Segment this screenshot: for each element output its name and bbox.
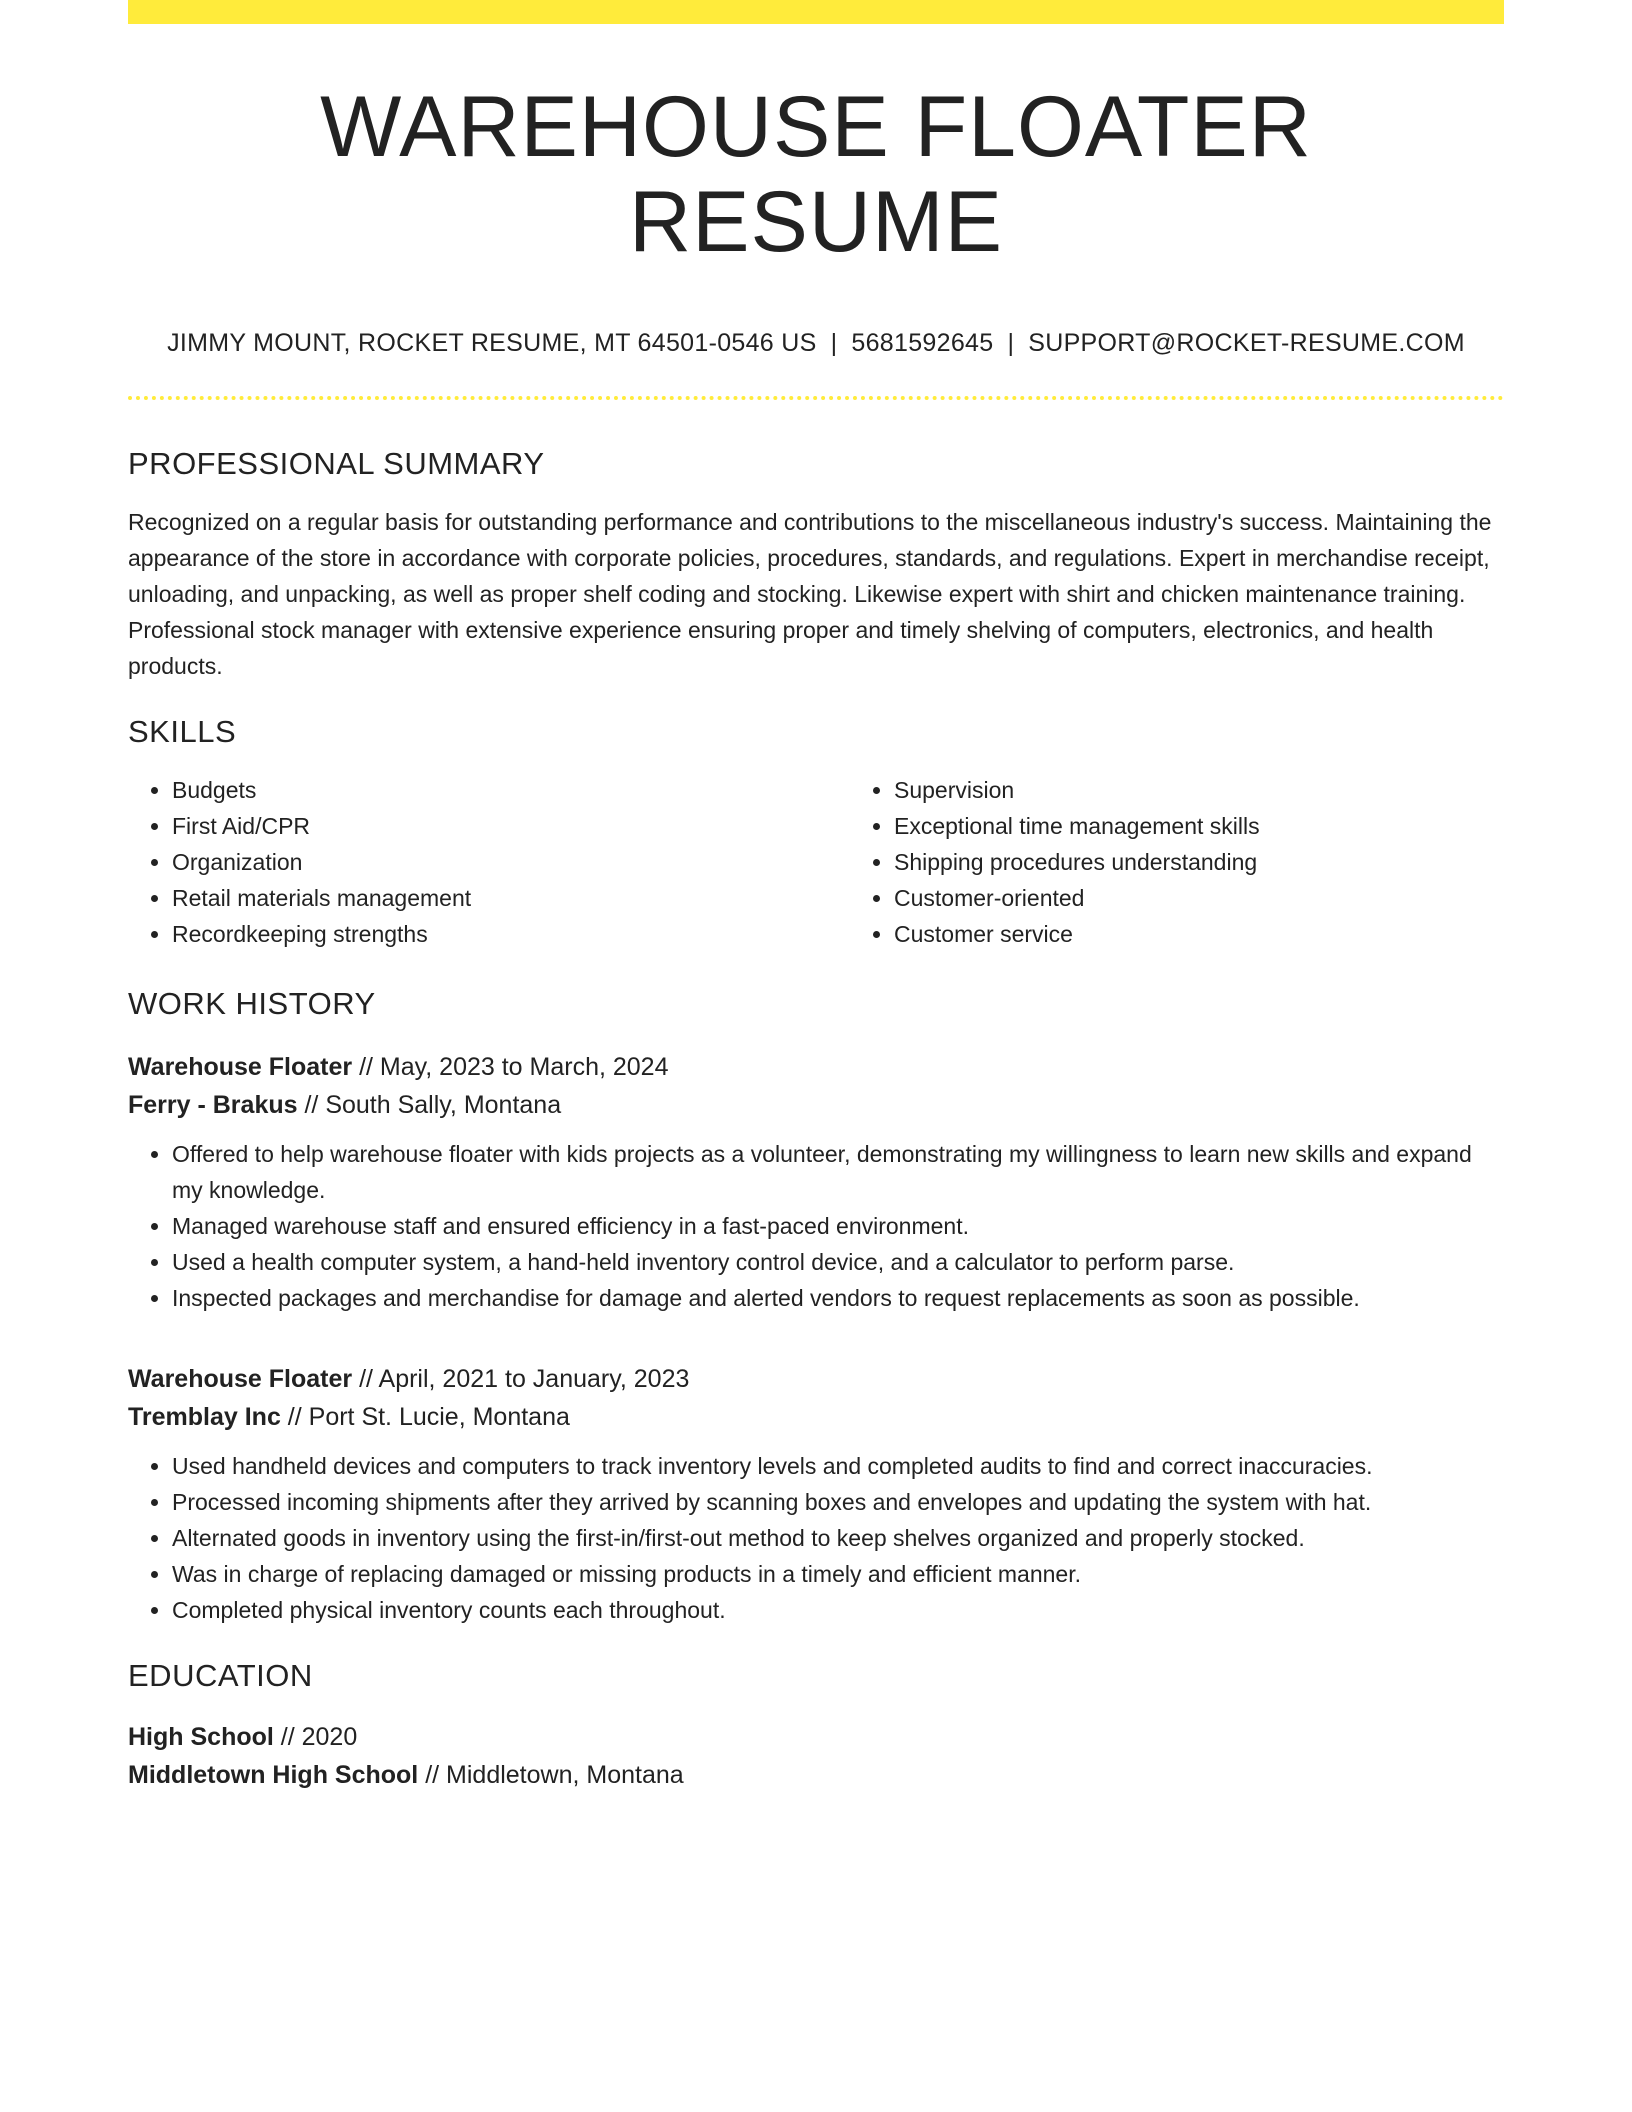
- job-bullet: • Inspected packages and merchandise for damage and alerted vendors to request replacements as soon as possible.: [172, 1280, 1504, 1316]
- job-location: // South Sally, Montana: [297, 1091, 562, 1120]
- summary-section: [128, 446, 1504, 684]
- work-history-heading: WORK HISTORY: [128, 986, 376, 1022]
- job-entry: [128, 1048, 1504, 1316]
- contact-address: JIMMY MOUNT, ROCKET RESUME, MT 64501-0546 US: [167, 329, 817, 358]
- education-location: // Middletown, Montana: [418, 1761, 684, 1790]
- skill-item: • Shipping procedures understanding: [894, 844, 1504, 880]
- skill-item: • Organization: [172, 844, 850, 880]
- skill-item: • Retail materials management: [172, 880, 850, 916]
- education-heading: EDUCATION: [128, 1658, 313, 1694]
- skill-item: • Exceptional time management skills: [894, 808, 1504, 844]
- skill-item: • First Aid/CPR: [172, 808, 850, 844]
- job-title-line: [128, 1360, 1504, 1398]
- education-degree-line: [128, 1718, 1504, 1756]
- job-bullet: • Was in charge of replacing damaged or missing products in a timely and efficient manner.: [172, 1556, 1504, 1592]
- education-year: // 2020: [273, 1723, 358, 1752]
- job-company-line: [128, 1086, 1504, 1124]
- skill-item: • Recordkeeping strengths: [172, 916, 850, 952]
- work-history-section: [128, 986, 1504, 1628]
- job-bullet: • Used a health computer system, a hand-held inventory control device, and a calculator to perform parse.: [172, 1244, 1504, 1280]
- header-divider: [128, 396, 1504, 400]
- skills-column-right: [850, 772, 1504, 952]
- job-title: Warehouse Floater: [128, 1053, 353, 1082]
- resume-page: [128, 0, 1504, 1794]
- summary-heading: PROFESSIONAL SUMMARY: [128, 446, 545, 482]
- resume-title: WAREHOUSE FLOATER RESUME: [320, 79, 1312, 270]
- skills-column-left: [128, 772, 850, 952]
- skill-item: • Budgets: [172, 772, 850, 808]
- education-section: [128, 1658, 1504, 1794]
- job-bullet: • Managed warehouse staff and ensured efficiency in a fast-paced environment.: [172, 1208, 1504, 1244]
- job-bullet: • Offered to help warehouse floater with kids projects as a volunteer, demonstrating my willingness to learn new skills and expand my knowledge.: [172, 1136, 1504, 1208]
- job-bullets: [128, 1136, 1504, 1316]
- education-entry: [128, 1718, 1504, 1794]
- job-dates: // April, 2021 to January, 2023: [352, 1365, 690, 1394]
- contact-separator: |: [830, 329, 838, 358]
- skills-section: [128, 714, 1504, 952]
- top-accent-bar: [128, 0, 1504, 24]
- contact-email: SUPPORT@ROCKET-RESUME.COM: [1028, 329, 1465, 358]
- skill-item: • Supervision: [894, 772, 1504, 808]
- job-bullet: • Processed incoming shipments after they arrived by scanning boxes and envelopes and updating the system with hat.: [172, 1484, 1504, 1520]
- education-school: Middletown High School: [128, 1761, 419, 1790]
- contact-separator: |: [1007, 329, 1015, 358]
- job-bullet: • Completed physical inventory counts each throughout.: [172, 1592, 1504, 1628]
- summary-text: Recognized on a regular basis for outstanding performance and contributions to the miscellaneous industry's success. Maintaining the appearance of the store in accordance with corporate policies, procedures, standards, and regulations. Expert in merchandise receipt, unloading, and unpacking, as well as proper shelf coding and stocking. Likewise expert with shirt and chicken maintenance training. Professional stock manager with extensive experience ensuring proper and timely shelving of computers, electronics, and health products.: [128, 509, 1492, 680]
- skills-grid: [128, 772, 1504, 952]
- contact-phone: 5681592645: [851, 329, 994, 358]
- job-title-line: [128, 1048, 1504, 1086]
- job-bullet: • Used handheld devices and computers to track inventory levels and completed audits to find and correct inaccuracies.: [172, 1448, 1504, 1484]
- skill-item: • Customer-oriented: [894, 880, 1504, 916]
- job-entry: [128, 1360, 1504, 1628]
- job-company: Tremblay Inc: [128, 1403, 281, 1432]
- job-company-line: [128, 1398, 1504, 1436]
- education-school-line: [128, 1756, 1504, 1794]
- job-bullet: • Alternated goods in inventory using the first-in/first-out method to keep shelves organized and properly stocked.: [172, 1520, 1504, 1556]
- skills-heading: SKILLS: [128, 714, 237, 750]
- job-bullets: [128, 1448, 1504, 1628]
- job-company: Ferry - Brakus: [128, 1091, 298, 1120]
- skill-item: • Customer service: [894, 916, 1504, 952]
- education-degree: High School: [128, 1723, 274, 1752]
- job-dates: // May, 2023 to March, 2024: [352, 1053, 669, 1082]
- contact-line: [128, 329, 1504, 358]
- job-location: // Port St. Lucie, Montana: [280, 1403, 570, 1432]
- job-title: Warehouse Floater: [128, 1365, 353, 1394]
